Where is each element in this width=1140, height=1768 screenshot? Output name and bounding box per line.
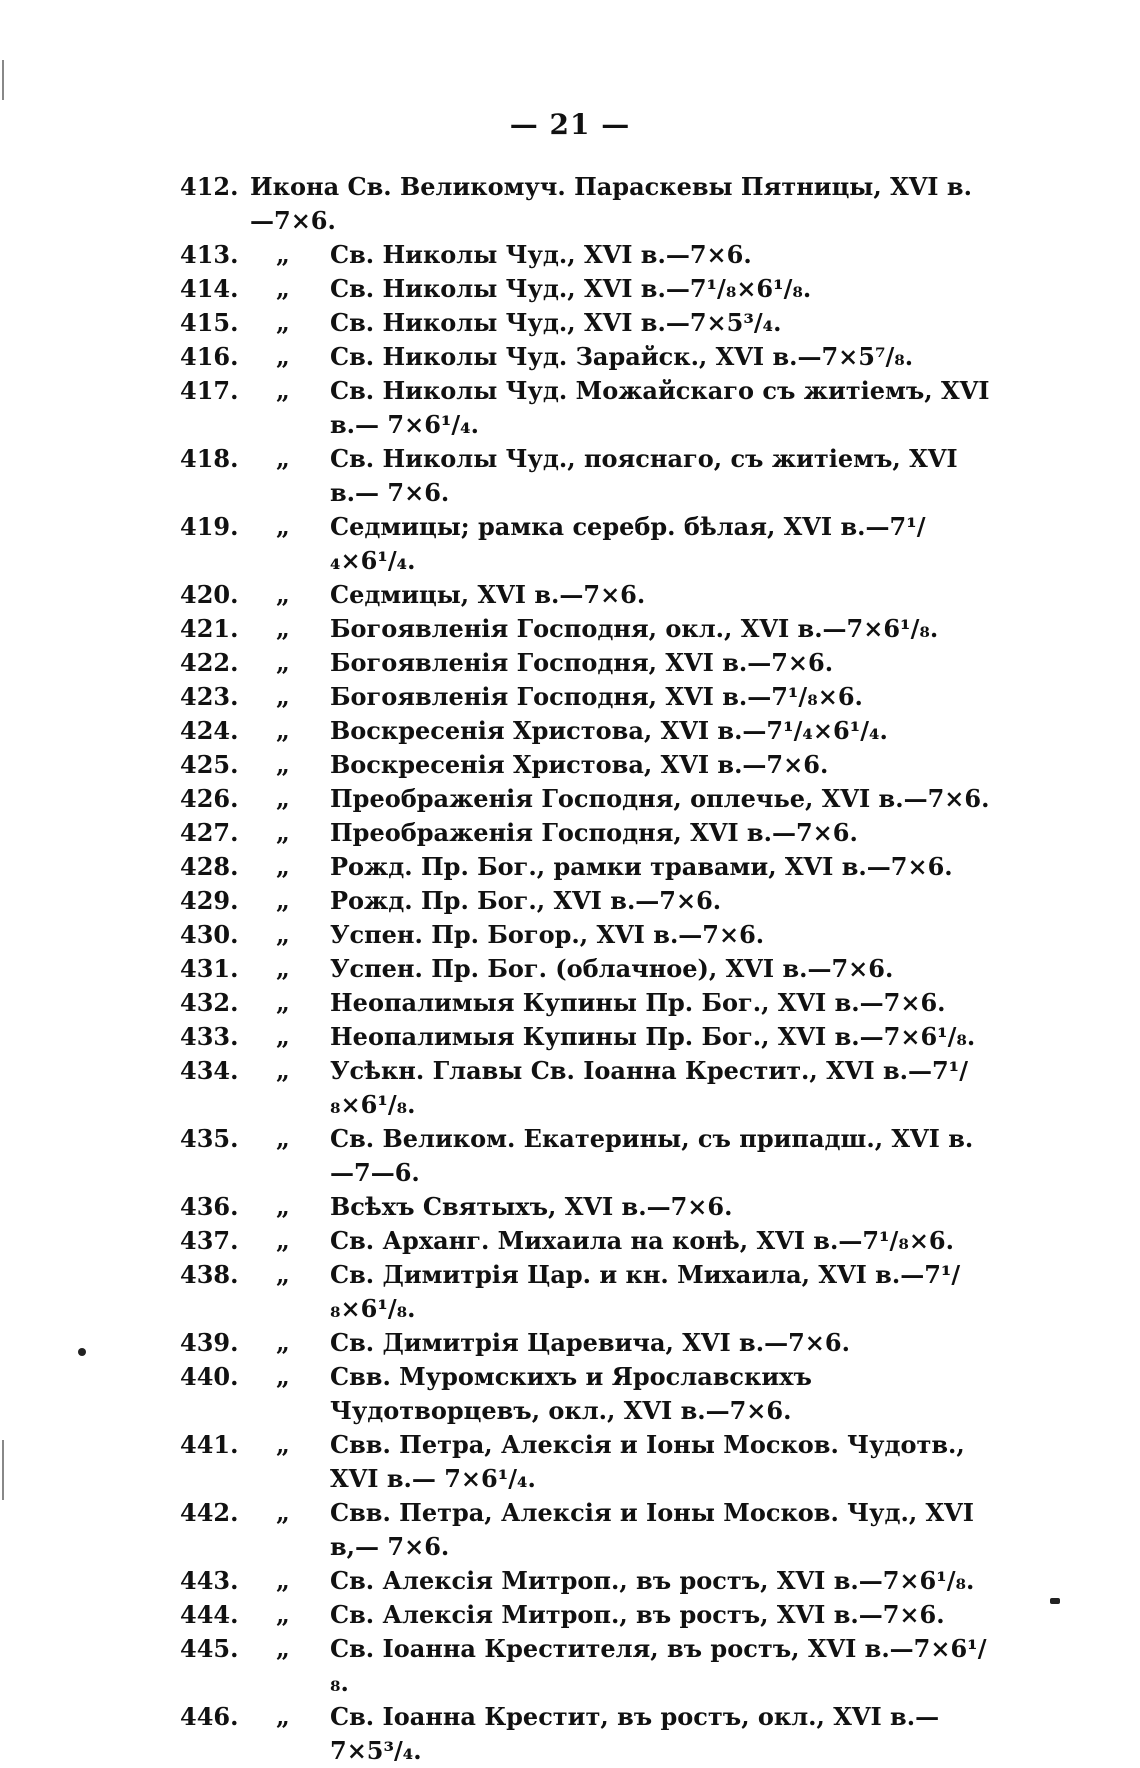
entry-number: 435.: [180, 1124, 239, 1153]
entry-text: Св. Николы Чуд. Зарайск., XVI в.—7×5⁷/₈.: [330, 342, 914, 371]
ditto-mark: „: [276, 1566, 290, 1595]
entry-number: 424.: [180, 716, 239, 745]
catalog-entry: [0, 986, 1140, 1020]
entry-number: 421.: [180, 614, 239, 643]
catalog-entry: [0, 1360, 1140, 1428]
catalog-entry: [0, 306, 1140, 340]
ditto-mark: „: [276, 614, 290, 643]
entry-number: 418.: [180, 444, 239, 473]
entry-text: Рожд. Пр. Бог., XVI в.—7×6.: [330, 886, 722, 915]
entry-text: Воскресенія Христова, XVI в.—7¹/₄×6¹/₄.: [330, 716, 888, 745]
ditto-mark: „: [276, 784, 290, 813]
entry-text: Св. Арханг. Михаила на конѣ, XVI в.—7¹/₈×6.: [330, 1226, 954, 1255]
catalog-entry: [0, 272, 1140, 306]
entry-text: Усѣкн. Главы Св. Іоанна Крестит., XVI в.—7¹/₈×6¹/₈.: [330, 1056, 968, 1119]
catalog-entry: [0, 952, 1140, 986]
catalog-entry: [0, 1598, 1140, 1632]
entry-text: Богоявленія Господня, XVI в.—7¹/₈×6.: [330, 682, 863, 711]
entry-text: Рожд. Пр. Бог., рамки травами, XVI в.—7×6.: [330, 852, 953, 881]
ditto-mark: „: [276, 1124, 290, 1153]
ditto-mark: „: [276, 1260, 290, 1289]
entry-number: 445.: [180, 1634, 239, 1663]
catalog-entry: [0, 1054, 1140, 1122]
entry-text: Св. Великом. Екатерины, съ припадш., XVI в.—7—6.: [330, 1124, 974, 1187]
entry-number: 415.: [180, 308, 239, 337]
entry-number: 414.: [180, 274, 239, 303]
entry-number: 420.: [180, 580, 239, 609]
entry-number: 417.: [180, 376, 239, 405]
catalog-entry: [0, 646, 1140, 680]
entry-text: Богоявленія Господня, окл., XVI в.—7×6¹/₈.: [330, 614, 939, 643]
catalog-entry: [0, 1428, 1140, 1496]
entry-number: 416.: [180, 342, 239, 371]
entry-text: Св. Николы Чуд. Можайскаго съ житiемъ, XVI в.— 7×6¹/₄.: [330, 376, 990, 439]
catalog-entry: [0, 510, 1140, 578]
ditto-mark: „: [276, 988, 290, 1017]
catalog-entry: [0, 1326, 1140, 1360]
entry-number: 444.: [180, 1600, 239, 1629]
catalog-entry: [0, 918, 1140, 952]
ditto-mark: „: [276, 580, 290, 609]
ditto-mark: „: [276, 444, 290, 473]
entry-text: Св. Алексія Митроп., въ ростъ, XVI в.—7×6¹/₈.: [330, 1566, 975, 1595]
catalog-entry: [0, 374, 1140, 442]
catalog-entry: [0, 1122, 1140, 1190]
ditto-mark: „: [276, 920, 290, 949]
entry-text: Св. Николы Чуд., XVI в.—7¹/₈×6¹/₈.: [330, 274, 812, 303]
catalog-entry: [0, 1190, 1140, 1224]
entry-number: 430.: [180, 920, 239, 949]
entry-text: Св. Димитрія Царевича, XVI в.—7×6.: [330, 1328, 850, 1357]
entry-text: Неопалимыя Купины Пр. Бог., XVI в.—7×6¹/₈.: [330, 1022, 976, 1051]
ditto-mark: „: [276, 750, 290, 779]
entry-number: 439.: [180, 1328, 239, 1357]
ditto-mark: „: [276, 376, 290, 405]
entry-text: Преображенія Господня, оплечье, XVI в.—7×6.: [330, 784, 990, 813]
entry-text: Св. Николы Чуд., XVI в.—7×6.: [330, 240, 752, 269]
ditto-mark: „: [276, 1226, 290, 1255]
ditto-mark: „: [276, 342, 290, 371]
entry-text: Свв. Петра, Алексія и Іоны Москов. Чуд., XVI в,— 7×6.: [330, 1498, 974, 1561]
catalog-entry: [0, 1258, 1140, 1326]
entry-number: 425.: [180, 750, 239, 779]
entry-text: Св. Димитрія Цар. и кн. Михаила, XVI в.—7¹/₈×6¹/₈.: [330, 1260, 961, 1323]
catalog-entry: [0, 1564, 1140, 1598]
entry-number: 434.: [180, 1056, 239, 1085]
catalog-entry: [0, 714, 1140, 748]
entry-number: 442.: [180, 1498, 239, 1527]
entry-text: Воскресенія Христова, XVI в.—7×6.: [330, 750, 829, 779]
entry-text: Седмицы; рамка серебр. бѣлая, XVI в.—7¹/₄×6¹/₄.: [330, 512, 926, 575]
catalog-entry: [0, 680, 1140, 714]
catalog-entry: [0, 442, 1140, 510]
ditto-mark: „: [276, 716, 290, 745]
entry-number: 446.: [180, 1702, 239, 1731]
ditto-mark: „: [276, 1362, 290, 1391]
entry-number: 419.: [180, 512, 239, 541]
catalog-entry: [0, 884, 1140, 918]
ditto-mark: „: [276, 274, 290, 303]
catalog-entries: [0, 170, 1140, 1768]
entry-number: 438.: [180, 1260, 239, 1289]
entry-number: 412.: [180, 172, 239, 201]
ditto-mark: „: [276, 1498, 290, 1527]
entry-text: Богоявленія Господня, XVI в.—7×6.: [330, 648, 834, 677]
ditto-mark: „: [276, 1634, 290, 1663]
ditto-mark: „: [276, 1702, 290, 1731]
ditto-mark: „: [276, 1056, 290, 1085]
catalog-entry: [0, 612, 1140, 646]
entry-number: 432.: [180, 988, 239, 1017]
entry-text: Св. Николы Чуд., пояснаго, съ житiемъ, XVI в.— 7×6.: [330, 444, 958, 507]
entry-text: Икона Св. Великомуч. Параскевы Пятницы, XVI в.—7×6.: [250, 172, 972, 235]
entry-text: Преображенія Господня, XVI в.—7×6.: [330, 818, 858, 847]
entry-text: Св. Николы Чуд., XVI в.—7×5³/₄.: [330, 308, 782, 337]
catalog-entry: [0, 1700, 1140, 1768]
ditto-mark: „: [276, 1192, 290, 1221]
catalog-entry: [0, 782, 1140, 816]
entry-number: 422.: [180, 648, 239, 677]
ditto-mark: „: [276, 240, 290, 269]
entry-number: 413.: [180, 240, 239, 269]
ditto-mark: „: [276, 818, 290, 847]
entry-number: 437.: [180, 1226, 239, 1255]
ditto-mark: „: [276, 954, 290, 983]
catalog-entry: [0, 170, 1140, 238]
entry-text: Св. Іоанна Крестит, въ ростъ, окл., XVI в.—7×5³/₄.: [330, 1702, 940, 1765]
entry-text: Успен. Пр. Богор., XVI в.—7×6.: [330, 920, 765, 949]
ditto-mark: „: [276, 852, 290, 881]
ditto-mark: „: [276, 512, 290, 541]
entry-number: 440.: [180, 1362, 239, 1391]
entry-number: 441.: [180, 1430, 239, 1459]
page-number: — 21 —: [509, 108, 631, 141]
catalog-entry: [0, 816, 1140, 850]
entry-number: 427.: [180, 818, 239, 847]
entry-number: 436.: [180, 1192, 239, 1221]
catalog-entry: [0, 578, 1140, 612]
entry-number: 443.: [180, 1566, 239, 1595]
catalog-entry: [0, 748, 1140, 782]
scan-speck: [1050, 1598, 1060, 1604]
scan-edge-mark: [2, 60, 4, 100]
ditto-mark: „: [276, 1022, 290, 1051]
ditto-mark: „: [276, 886, 290, 915]
entry-text: Св. Іоанна Крестителя, въ ростъ, XVI в.—7×6¹/₈.: [330, 1634, 987, 1697]
entry-number: 426.: [180, 784, 239, 813]
ditto-mark: „: [276, 308, 290, 337]
catalog-entry: [0, 238, 1140, 272]
entry-text: Св. Алексія Митроп., въ ростъ, XVI в.—7×6.: [330, 1600, 945, 1629]
entry-text: Успен. Пр. Бог. (облачное), XVI в.—7×6.: [330, 954, 894, 983]
entry-number: 423.: [180, 682, 239, 711]
entry-text: Свв. Муромскихъ и Ярославскихъ Чудотворцевъ, окл., XVI в.—7×6.: [330, 1362, 812, 1425]
ditto-mark: „: [276, 682, 290, 711]
entry-text: Всѣхъ Святыхъ, XVI в.—7×6.: [330, 1192, 733, 1221]
entry-text: Свв. Петра, Алексія и Іоны Москов. Чудотв., XVI в.— 7×6¹/₄.: [330, 1430, 965, 1493]
ditto-mark: „: [276, 1328, 290, 1357]
entry-text: Неопалимыя Купины Пр. Бог., XVI в.—7×6.: [330, 988, 946, 1017]
catalog-entry: [0, 1496, 1140, 1564]
entry-number: 433.: [180, 1022, 239, 1051]
catalog-entry: [0, 340, 1140, 374]
catalog-entry: [0, 850, 1140, 884]
catalog-entry: [0, 1020, 1140, 1054]
catalog-entry: [0, 1224, 1140, 1258]
ditto-mark: „: [276, 648, 290, 677]
entry-number: 428.: [180, 852, 239, 881]
ditto-mark: „: [276, 1430, 290, 1459]
entry-number: 429.: [180, 886, 239, 915]
ditto-mark: „: [276, 1600, 290, 1629]
entry-number: 431.: [180, 954, 239, 983]
scan-speck: [78, 1348, 86, 1356]
catalog-entry: [0, 1632, 1140, 1700]
entry-text: Седмицы, XVI в.—7×6.: [330, 580, 646, 609]
